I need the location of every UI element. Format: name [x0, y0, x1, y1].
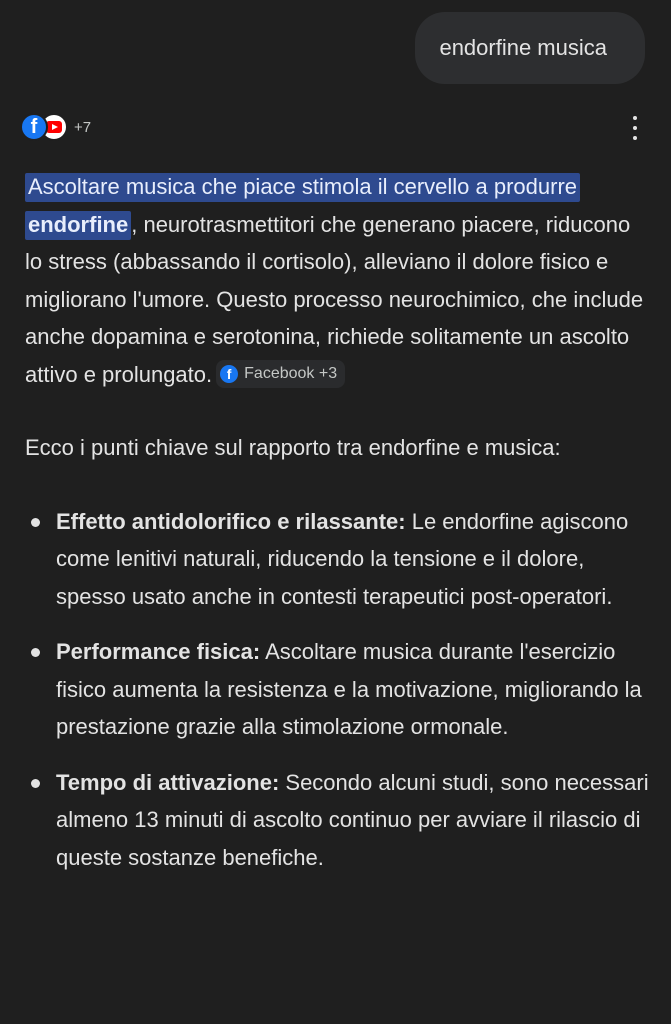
list-item-text: Le endorfine agiscono come lenitivi naturali, riducendo la tensione e il dolore, spesso usato anche in contesti terapeutici post-operatori.: [56, 508, 629, 609]
highlight-text: Ascoltare musica che piace stimola il cervello a produrre: [28, 174, 578, 199]
citation-chip[interactable]: [216, 360, 345, 388]
sources-row[interactable]: [20, 110, 91, 144]
list-item-title: Performance fisica:: [56, 639, 261, 664]
user-query-bubble: [415, 12, 645, 84]
list-item: [25, 633, 650, 746]
list-item-text: Secondo alcuni studi, sono necessari almeno 13 minuti di ascolto continuo per avviare il rilascio di queste sostanze benefiche.: [56, 769, 649, 870]
sources-more-count: +7: [74, 118, 92, 136]
facebook-icon: f: [220, 365, 238, 383]
key-points-list: [25, 503, 650, 877]
answer-paragraph: [25, 168, 650, 393]
citation-chip-label: Facebook +3: [244, 364, 338, 382]
more-options-icon[interactable]: [629, 116, 641, 140]
facebook-icon: f: [20, 113, 48, 141]
list-item: [25, 764, 650, 877]
highlight-bold: endorfine: [28, 211, 129, 237]
list-item-title: Tempo di attivazione:: [56, 769, 280, 795]
user-query-text: endorfine musica: [439, 35, 607, 60]
list-item: [25, 503, 650, 616]
list-item-text: Ascoltare musica durante l'esercizio fisico aumenta la resistenza e la motivazione, migliorando la prestazione grazie alla stimolazione ormonale.: [56, 639, 642, 739]
intro-text: Ecco i punti chiave sul rapporto tra endorfine e musica:: [25, 435, 561, 460]
list-item-title: Effetto antidolorifico e rilassante:: [56, 508, 406, 534]
ai-answer: [25, 168, 650, 894]
paragraph-rest: , neurotrasmettitori che generano piacere, riducono lo stress (abbassando il cortisolo), alleviano il dolore fisico e migliorano l'umore. Questo processo neurochimico, che include anche dopamina e serotonina, richiede solitamente un ascolto attivo e prolungato.: [25, 211, 644, 387]
